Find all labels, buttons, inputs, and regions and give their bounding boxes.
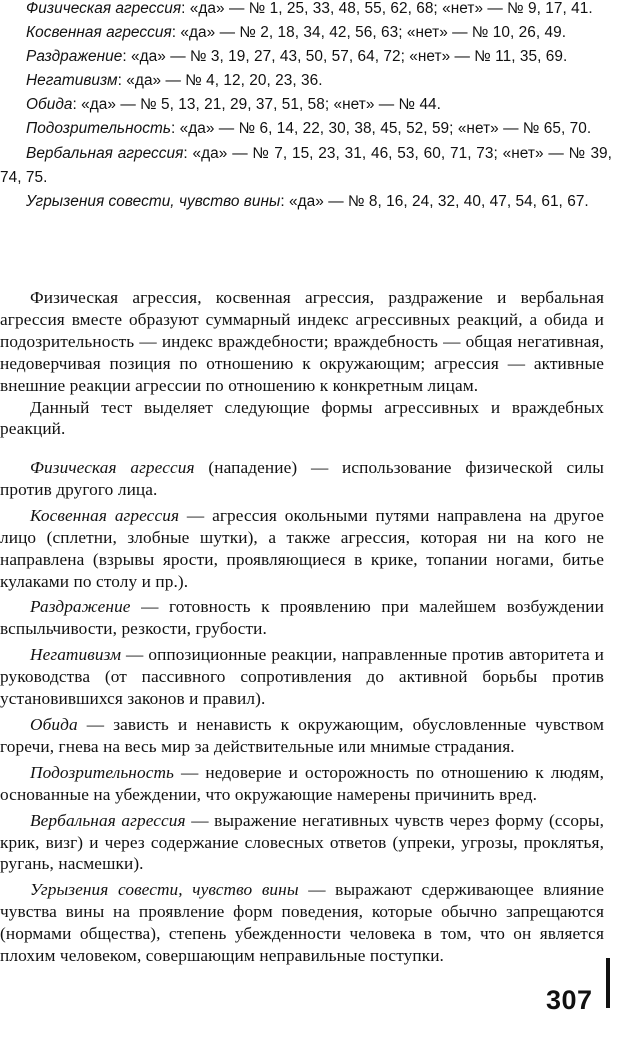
key-physical-aggression xyxy=(0,0,612,21)
definition-text: — готовность к проявлению при малейшем возбуждении вспыльчивости, резкости, грубости. xyxy=(0,597,604,639)
definition-text: — недоверие и осторожность по отношению к людям, основанные на убеждении, что окружающие намерены причинить вред. xyxy=(0,762,604,804)
definition-term: Угрызения совести, чувство вины xyxy=(30,880,299,900)
paragraph-indices: Физическая агрессия, косвенная агрессия, раздражение и вербальная агрессия вместе образуют суммарный индекс агрессивных реакций, а обида и подозрительность — индекс враждебности; враждебность — общая негативная, недоверчивая позиция по отношению к окружающим; агрессия — активные внешние реакции агрессии по отношению к конкретным лицам. xyxy=(0,288,604,395)
definition-verbal-aggression xyxy=(0,810,604,876)
key-items: : «да» — № 8, 16, 24, 32, 40, 47, 54, 61, 67. xyxy=(280,192,589,210)
definition-term: Негативизм xyxy=(30,645,122,665)
key-category: Вербальная агрессия xyxy=(26,144,184,162)
definition-text: — оппозиционные реакции, направленные против авторитета и руководства (от пассивного сопротивления до активной борьбы против установившихся законов и правил). xyxy=(0,645,604,709)
definition-suspicion xyxy=(0,762,604,806)
paragraph-forms-intro: Данный тест выделяет следующие формы агрессивных и враждебных реакций. xyxy=(0,397,604,439)
key-category: Косвенная агрессия xyxy=(26,24,172,42)
key-guilt xyxy=(0,190,612,214)
key-resentment xyxy=(0,93,612,117)
definitions-list xyxy=(0,457,604,971)
key-category: Раздражение xyxy=(26,48,123,66)
key-category: Физическая агрессия xyxy=(26,0,182,17)
definition-text: — зависть и ненависть к окружающим, обусловленные чувством горечи, гнева на весь мир за действительные или мнимые страдания. xyxy=(0,714,604,756)
definition-physical-aggression xyxy=(0,457,604,501)
definition-resentment xyxy=(0,714,604,758)
key-suspicion xyxy=(0,117,612,141)
key-indirect-aggression xyxy=(0,21,612,45)
definition-indirect-aggression xyxy=(0,505,604,593)
definition-negativism xyxy=(0,644,604,710)
definition-text: — выражение негативных чувств через форму (ссоры, крик, визг) и через содержание словесных ответов (упреки, угрозы, проклятья, ругань, насмешки). xyxy=(0,810,605,874)
key-category: Подозрительность xyxy=(26,120,171,138)
key-items: : «да» — № 4, 12, 20, 23, 36. xyxy=(117,72,323,90)
key-items: : «да» — № 1, 25, 33, 48, 55, 62, 68; «нет» — № 9, 17, 41. xyxy=(181,0,593,17)
definition-term: Подозрительность xyxy=(30,762,175,782)
key-category: Угрызения совести, чувство вины xyxy=(26,192,281,210)
body-text xyxy=(0,287,604,440)
key-items: : «да» — № 3, 19, 27, 43, 50, 57, 64, 72; «нет» — № 11, 35, 69. xyxy=(122,48,568,66)
page-number: 307 xyxy=(546,985,593,1015)
page-edge-marker xyxy=(606,958,610,1008)
definition-guilt xyxy=(0,879,604,967)
key-category: Негативизм xyxy=(26,72,118,90)
key-items: : «да» — № 5, 13, 21, 29, 37, 51, 58; «нет» — № 44. xyxy=(72,96,441,114)
definition-term: Вербальная агрессия xyxy=(30,810,186,830)
key-verbal-aggression xyxy=(0,142,612,190)
key-irritation xyxy=(0,45,612,69)
key-items: : «да» — № 2, 18, 34, 42, 56, 63; «нет» — № 10, 26, 49. xyxy=(171,24,567,42)
definition-term: Обида xyxy=(30,714,78,734)
definition-text: — агрессия окольными путями направлена на другое лицо (сплетни, злобные шутки), а также агрессия, которая ни на кого не направлена (взрывы ярости, проявляющиеся в крике, топании ногами, битье кулаками по столу и пр.). xyxy=(0,505,604,591)
definition-term: Физическая агрессия xyxy=(30,458,195,477)
definition-text: — выражают сдерживающее влияние чувства вины на проявление форм поведения, которые обычно запрещаются (нормами общества), степень убежденности человека в том, что он является плохим человеком, совершающим неправильные поступки. xyxy=(0,880,605,966)
key-negativism xyxy=(0,69,612,93)
key-items: : «да» — № 7, 15, 23, 31, 46, 53, 60, 71, 73; «нет» — № 39, 74, 75. xyxy=(0,144,612,186)
key-category: Обида xyxy=(26,96,73,114)
key-items: : «да» — № 6, 14, 22, 30, 38, 45, 52, 59; «нет» — № 65, 70. xyxy=(170,120,592,138)
definition-irritation xyxy=(0,596,604,640)
definition-text: (нападение) — использование физической силы против другого лица. xyxy=(0,458,604,499)
definition-term: Косвенная агрессия xyxy=(30,505,180,525)
scoring-key-list xyxy=(0,0,612,214)
definition-term: Раздражение xyxy=(30,597,131,617)
